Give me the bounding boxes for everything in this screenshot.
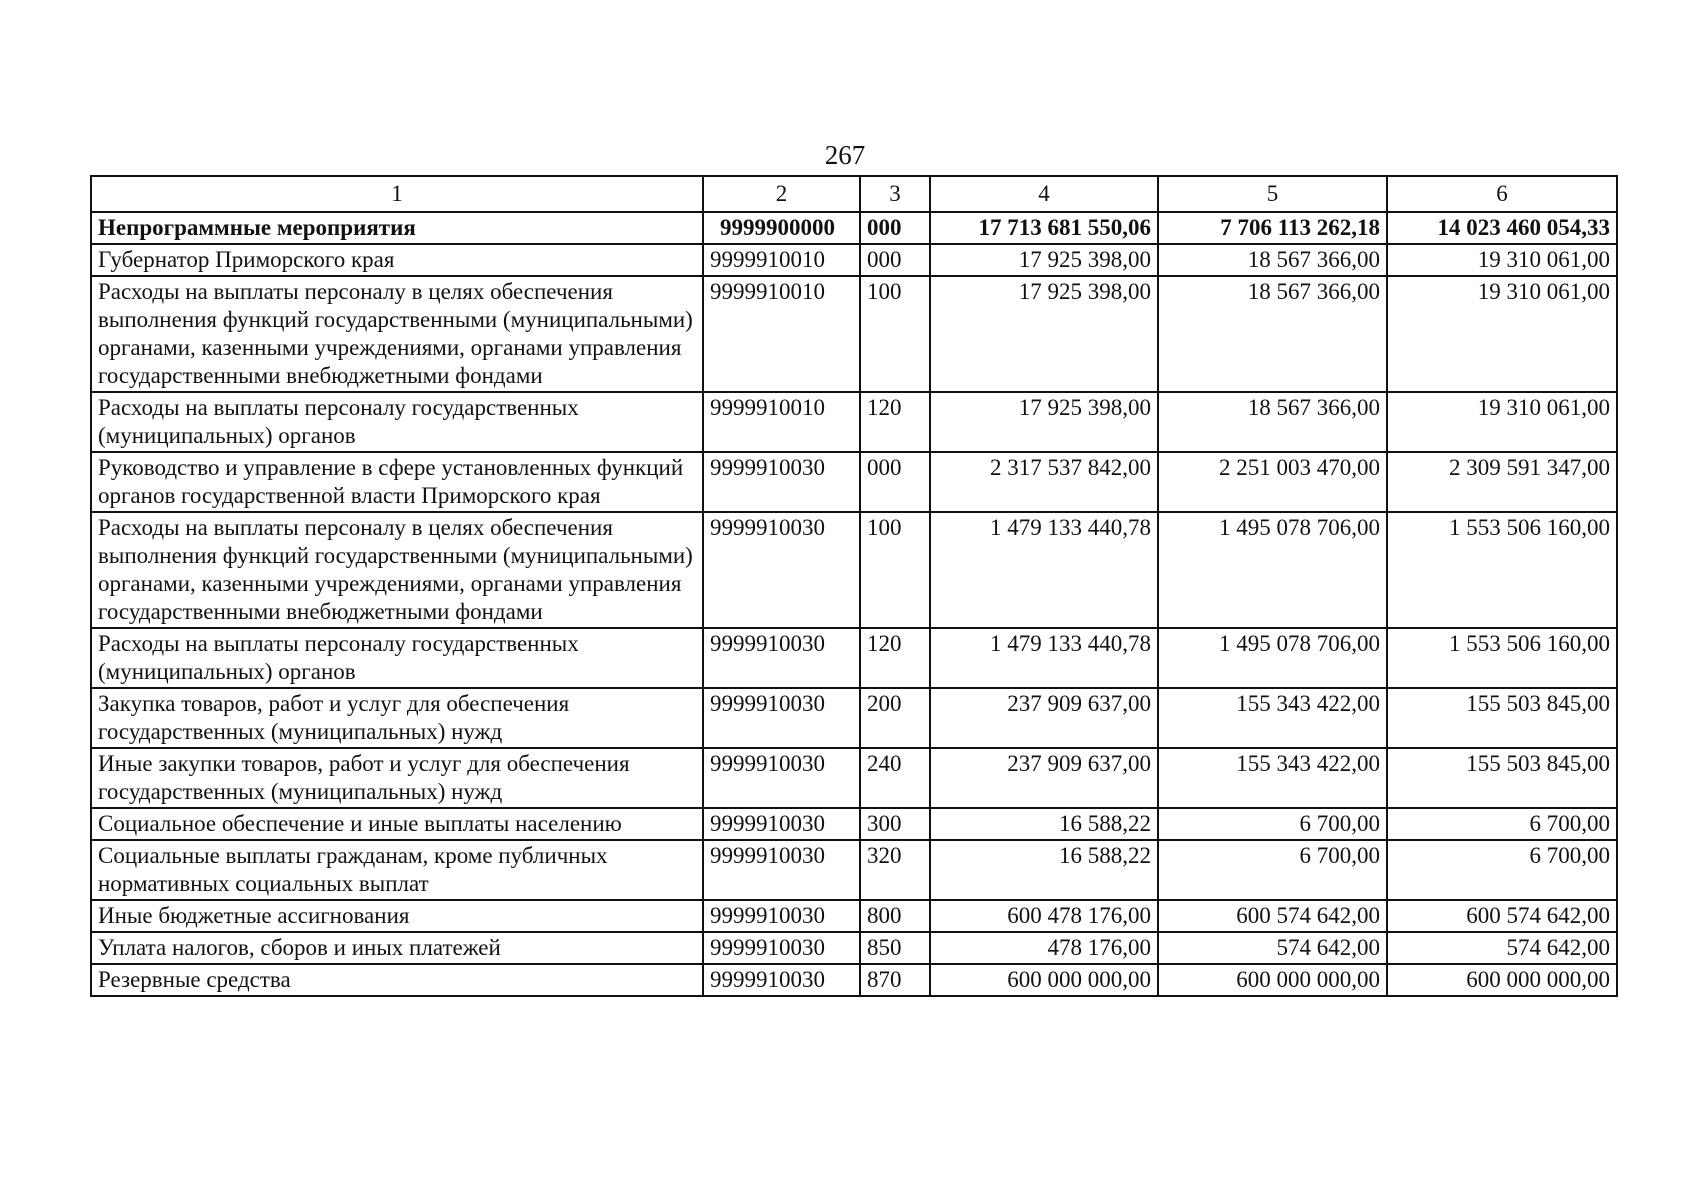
amount-col4-cell: 1 479 133 440,78 xyxy=(930,512,1158,628)
amount-col4-cell: 16 588,22 xyxy=(930,840,1158,900)
row-name-cell: Губернатор Приморского края xyxy=(91,244,703,276)
expense-type-code-cell: 100 xyxy=(860,276,930,392)
target-article-code-cell: 9999910030 xyxy=(703,748,860,808)
column-header: 5 xyxy=(1158,176,1387,212)
amount-col4-cell: 600 000 000,00 xyxy=(930,964,1158,996)
amount-col4-cell: 237 909 637,00 xyxy=(930,748,1158,808)
target-article-code-cell: 9999910030 xyxy=(703,840,860,900)
amount-col6-cell: 19 310 061,00 xyxy=(1387,276,1617,392)
amount-col6-cell: 19 310 061,00 xyxy=(1387,244,1617,276)
row-name-cell: Расходы на выплаты персоналу государственных (муниципальных) органов xyxy=(91,628,703,688)
table-row xyxy=(91,628,1617,688)
amount-col6-cell: 6 700,00 xyxy=(1387,808,1617,840)
row-name-cell: Социальное обеспечение и иные выплаты населению xyxy=(91,808,703,840)
amount-col4-cell: 16 588,22 xyxy=(930,808,1158,840)
amount-col5-cell: 6 700,00 xyxy=(1158,840,1387,900)
amount-col4-cell: 17 925 398,00 xyxy=(930,244,1158,276)
amount-col5-cell: 155 343 422,00 xyxy=(1158,748,1387,808)
target-article-code-cell: 9999910010 xyxy=(703,392,860,452)
amount-col5-cell: 6 700,00 xyxy=(1158,808,1387,840)
target-article-code-cell: 9999910030 xyxy=(703,808,860,840)
target-article-code-cell: 9999910010 xyxy=(703,276,860,392)
amount-col4-cell: 237 909 637,00 xyxy=(930,688,1158,748)
expense-type-code-cell: 850 xyxy=(860,932,930,964)
amount-col5-cell: 7 706 113 262,18 xyxy=(1158,212,1387,244)
amount-col6-cell: 19 310 061,00 xyxy=(1387,392,1617,452)
table-row xyxy=(91,900,1617,932)
expense-type-code-cell: 120 xyxy=(860,392,930,452)
amount-col5-cell: 600 000 000,00 xyxy=(1158,964,1387,996)
table-row xyxy=(91,244,1617,276)
amount-col5-cell: 1 495 078 706,00 xyxy=(1158,628,1387,688)
table-row xyxy=(91,808,1617,840)
amount-col6-cell: 574 642,00 xyxy=(1387,932,1617,964)
amount-col4-cell: 17 925 398,00 xyxy=(930,392,1158,452)
expense-type-code-cell: 300 xyxy=(860,808,930,840)
target-article-code-cell: 9999910030 xyxy=(703,628,860,688)
table-row xyxy=(91,392,1617,452)
column-header: 1 xyxy=(91,176,703,212)
amount-col5-cell: 1 495 078 706,00 xyxy=(1158,512,1387,628)
table-body xyxy=(91,212,1617,996)
target-article-code-cell: 9999910030 xyxy=(703,932,860,964)
amount-col6-cell: 155 503 845,00 xyxy=(1387,688,1617,748)
amount-col4-cell: 600 478 176,00 xyxy=(930,900,1158,932)
amount-col5-cell: 18 567 366,00 xyxy=(1158,392,1387,452)
amount-col4-cell: 478 176,00 xyxy=(930,932,1158,964)
amount-col5-cell: 155 343 422,00 xyxy=(1158,688,1387,748)
amount-col6-cell: 1 553 506 160,00 xyxy=(1387,512,1617,628)
target-article-code-cell: 9999910030 xyxy=(703,512,860,628)
expense-type-code-cell: 000 xyxy=(860,452,930,512)
row-name-cell: Иные бюджетные ассигнования xyxy=(91,900,703,932)
expense-type-code-cell: 120 xyxy=(860,628,930,688)
expense-type-code-cell: 000 xyxy=(860,212,930,244)
row-name-cell: Расходы на выплаты персоналу государственных (муниципальных) органов xyxy=(91,392,703,452)
table-row xyxy=(91,964,1617,996)
column-number-header-row xyxy=(91,176,1617,212)
amount-col4-cell: 2 317 537 842,00 xyxy=(930,452,1158,512)
table-row xyxy=(91,512,1617,628)
expense-type-code-cell: 320 xyxy=(860,840,930,900)
row-name-cell: Руководство и управление в сфере установленных функций органов государственной власти Приморского края xyxy=(91,452,703,512)
amount-col6-cell: 600 000 000,00 xyxy=(1387,964,1617,996)
expense-type-code-cell: 000 xyxy=(860,244,930,276)
row-name-cell: Непрограммные мероприятия xyxy=(91,212,703,244)
row-name-cell: Иные закупки товаров, работ и услуг для обеспечения государственных (муниципальных) нужд xyxy=(91,748,703,808)
target-article-code-cell: 9999910030 xyxy=(703,688,860,748)
amount-col6-cell: 2 309 591 347,00 xyxy=(1387,452,1617,512)
column-header: 2 xyxy=(703,176,860,212)
row-name-cell: Социальные выплаты гражданам, кроме публичных нормативных социальных выплат xyxy=(91,840,703,900)
expense-type-code-cell: 100 xyxy=(860,512,930,628)
expense-type-code-cell: 200 xyxy=(860,688,930,748)
column-header: 4 xyxy=(930,176,1158,212)
target-article-code-cell: 9999910030 xyxy=(703,452,860,512)
expense-type-code-cell: 870 xyxy=(860,964,930,996)
target-article-code-cell: 9999910010 xyxy=(703,244,860,276)
page-number: 267 xyxy=(824,140,866,170)
row-name-cell: Уплата налогов, сборов и иных платежей xyxy=(91,932,703,964)
target-article-code-cell: 9999910030 xyxy=(703,900,860,932)
amount-col6-cell: 6 700,00 xyxy=(1387,840,1617,900)
column-header: 3 xyxy=(860,176,930,212)
amount-col4-cell: 1 479 133 440,78 xyxy=(930,628,1158,688)
row-name-cell: Расходы на выплаты персоналу в целях обеспечения выполнения функций государственными (муниципальными) органами, казенными учреждениями, органами управления государственными внебюджетными фондами xyxy=(91,276,703,392)
table-row xyxy=(91,840,1617,900)
table-row xyxy=(91,212,1617,244)
target-article-code-cell: 9999910030 xyxy=(703,964,860,996)
budget-table xyxy=(90,175,1618,997)
amount-col6-cell: 14 023 460 054,33 xyxy=(1387,212,1617,244)
amount-col5-cell: 574 642,00 xyxy=(1158,932,1387,964)
row-name-cell: Резервные средства xyxy=(91,964,703,996)
table-row xyxy=(91,276,1617,392)
column-header: 6 xyxy=(1387,176,1617,212)
row-name-cell: Расходы на выплаты персоналу в целях обеспечения выполнения функций государственными (муниципальными) органами, казенными учреждениями, органами управления государственными внебюджетными фондами xyxy=(91,512,703,628)
table-row xyxy=(91,688,1617,748)
amount-col5-cell: 18 567 366,00 xyxy=(1158,276,1387,392)
amount-col5-cell: 600 574 642,00 xyxy=(1158,900,1387,932)
amount-col6-cell: 155 503 845,00 xyxy=(1387,748,1617,808)
expense-type-code-cell: 800 xyxy=(860,900,930,932)
amount-col5-cell: 18 567 366,00 xyxy=(1158,244,1387,276)
row-name-cell: Закупка товаров, работ и услуг для обеспечения государственных (муниципальных) нужд xyxy=(91,688,703,748)
table-row xyxy=(91,748,1617,808)
table-row xyxy=(91,452,1617,512)
amount-col6-cell: 1 553 506 160,00 xyxy=(1387,628,1617,688)
expense-type-code-cell: 240 xyxy=(860,748,930,808)
target-article-code-cell: 9999900000 xyxy=(703,212,860,244)
amount-col4-cell: 17 925 398,00 xyxy=(930,276,1158,392)
amount-col6-cell: 600 574 642,00 xyxy=(1387,900,1617,932)
amount-col4-cell: 17 713 681 550,06 xyxy=(930,212,1158,244)
amount-col5-cell: 2 251 003 470,00 xyxy=(1158,452,1387,512)
table-row xyxy=(91,932,1617,964)
